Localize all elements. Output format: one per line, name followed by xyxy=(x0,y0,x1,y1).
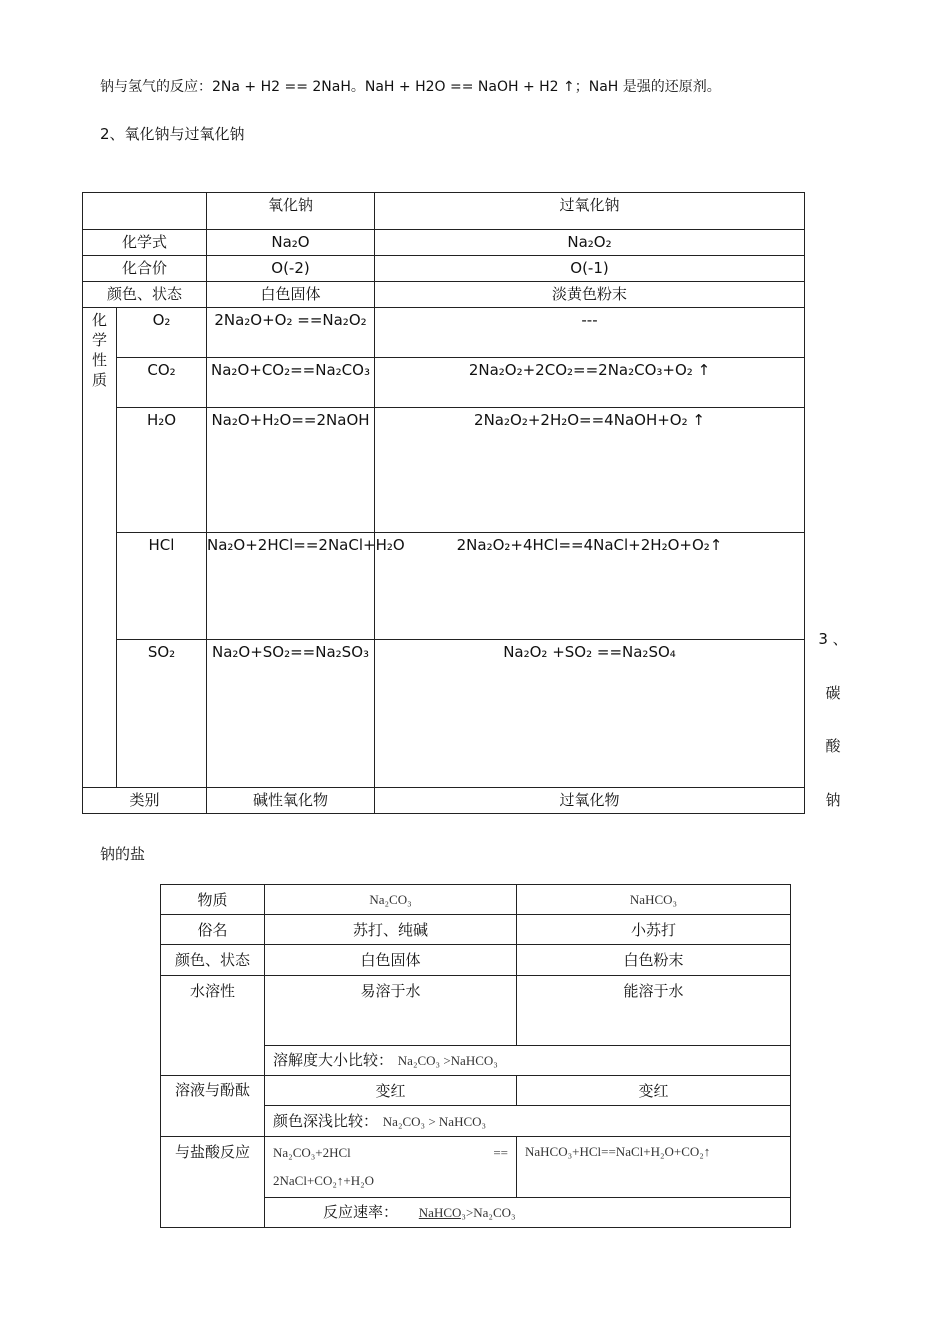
header-na2o: 氧化钠 xyxy=(207,193,375,230)
na2o2-reaction-o2: --- xyxy=(375,308,805,358)
chem-props-label xyxy=(83,308,117,788)
color-compare-value: Na₂CO₃ > NaHCO₃ xyxy=(382,1113,487,1129)
cell-na2o2-valence: O(-1) xyxy=(375,256,805,282)
oxide-comparison-table xyxy=(82,192,805,814)
na2co3-hcl-reactants: Na₂CO₃+2HCl xyxy=(273,1145,351,1160)
reagent-so2: SO₂ xyxy=(117,640,207,788)
table-row xyxy=(83,193,805,230)
reaction-rate-rest: >Na₂CO₃ xyxy=(465,1205,516,1220)
section-3-title-tail: 钠的盐 xyxy=(100,845,146,863)
section-2-title: 2、氧化钠与过氧化钠 xyxy=(100,125,245,143)
row-label-category: 类别 xyxy=(83,788,207,814)
reagent-hcl: HCl xyxy=(117,533,207,640)
row-label-substance: 物质 xyxy=(161,885,265,915)
cell-na2o-formula: Na₂O xyxy=(207,230,375,256)
reagent-co2: CO₂ xyxy=(117,358,207,408)
row-label-phenolphthalein: 溶液与酚酞 xyxy=(161,1076,265,1137)
table-row xyxy=(161,976,791,1046)
na2o2-reaction-co2: 2Na₂O₂+2CO₂==2Na₂CO₃+O₂ ↑ xyxy=(375,358,805,408)
na2o-reaction-h2o: Na₂O+H₂O==2NaOH xyxy=(207,408,375,533)
na2o2-reaction-h2o: 2Na₂O₂+2H₂O==4NaOH+O₂ ↑ xyxy=(375,408,805,533)
cell-na2o2-state: 淡黄色粉末 xyxy=(375,282,805,308)
table-row xyxy=(83,282,805,308)
carbonate-comparison-table xyxy=(160,884,791,1228)
na2co3-hcl-products: 2NaCl+CO₂↑+H₂O xyxy=(273,1173,375,1188)
reaction-rate-fast: NaHCO₃ xyxy=(418,1205,466,1220)
cell-na2co3-phenolphthalein: 变红 xyxy=(265,1076,517,1106)
reaction-rate-label: 反应速率： xyxy=(323,1203,399,1221)
na2o-reaction-so2: Na₂O+SO₂==Na₂SO₃ xyxy=(207,640,375,788)
cell-na2co3-state: 白色固体 xyxy=(265,945,517,976)
na2o-reaction-o2: 2Na₂O+O₂ ==Na₂O₂ xyxy=(207,308,375,358)
cell-nahco3-solubility: 能溶于水 xyxy=(517,976,791,1046)
reagent-h2o: H₂O xyxy=(117,408,207,533)
table-row xyxy=(161,915,791,945)
chem-props-char: 学 xyxy=(91,331,107,349)
na2co3-hcl-line1 xyxy=(273,1139,508,1167)
row-label-state: 颜色、状态 xyxy=(83,282,207,308)
na2o2-reaction-so2: Na₂O₂ +SO₂ ==Na₂SO₄ xyxy=(375,640,805,788)
table-row xyxy=(83,358,805,408)
table-row xyxy=(161,945,791,976)
cell-na2co3-common-name: 苏打、纯碱 xyxy=(265,915,517,945)
cell-nahco3-phenolphthalein: 变红 xyxy=(517,1076,791,1106)
na2co3-hcl-equals: == xyxy=(493,1145,508,1160)
row-label-valence: 化合价 xyxy=(83,256,207,282)
table-row xyxy=(83,408,805,533)
reaction-rate xyxy=(265,1198,791,1228)
solubility-compare-label: 溶解度大小比较： xyxy=(273,1051,394,1069)
table-row xyxy=(83,230,805,256)
empty-corner-cell xyxy=(83,193,207,230)
section-3-char: 碳 xyxy=(825,684,841,702)
row-label-state: 颜色、状态 xyxy=(161,945,265,976)
na2o-reaction-co2: Na₂O+CO₂==Na₂CO₃ xyxy=(207,358,375,408)
cell-na2o-category: 碱性氧化物 xyxy=(207,788,375,814)
cell-na2co3-name: Na₂CO₃ xyxy=(265,885,517,915)
table-row xyxy=(83,256,805,282)
section-3-number: 3 、 xyxy=(818,630,848,648)
cell-na2o2-category: 过氧化物 xyxy=(375,788,805,814)
table-row xyxy=(161,1137,791,1198)
table-row xyxy=(83,308,805,358)
chem-props-char: 质 xyxy=(91,371,107,389)
cell-na2o-state: 白色固体 xyxy=(207,282,375,308)
color-compare-label: 颜色深浅比较： xyxy=(273,1111,379,1130)
table-row xyxy=(83,640,805,788)
chem-props-char: 性 xyxy=(91,351,107,369)
table-row xyxy=(83,788,805,814)
section-3-char: 酸 xyxy=(825,737,841,755)
cell-na2co3-solubility: 易溶于水 xyxy=(265,976,517,1046)
section-3-char: 钠 xyxy=(825,791,841,809)
table-row xyxy=(83,533,805,640)
solubility-compare xyxy=(265,1046,791,1076)
cell-nahco3-name: NaHCO₃ xyxy=(517,885,791,915)
row-label-formula: 化学式 xyxy=(83,230,207,256)
reagent-o2: O₂ xyxy=(117,308,207,358)
row-label-solubility: 水溶性 xyxy=(161,976,265,1076)
cell-nahco3-common-name: 小苏打 xyxy=(517,915,791,945)
na2o2-reaction-hcl: 2Na₂O₂+4HCl==4NaCl+2H₂O+O₂↑ xyxy=(375,533,805,640)
cell-nahco3-hcl: NaHCO₃+HCl==NaCl+H₂O+CO₂↑ xyxy=(517,1137,791,1198)
row-label-hcl: 与盐酸反应 xyxy=(161,1137,265,1228)
cell-nahco3-state: 白色粉末 xyxy=(517,945,791,976)
row-label-common-name: 俗名 xyxy=(161,915,265,945)
header-na2o2: 过氧化钠 xyxy=(375,193,805,230)
color-compare xyxy=(265,1106,791,1137)
cell-na2o2-formula: Na₂O₂ xyxy=(375,230,805,256)
chem-props-char: 化 xyxy=(91,311,107,329)
cell-na2o-valence: O(-2) xyxy=(207,256,375,282)
table-row xyxy=(161,885,791,915)
table-row xyxy=(161,1076,791,1106)
cell-na2co3-hcl xyxy=(265,1137,517,1198)
intro-line: 钠与氢气的反应：2Na + H2 == 2NaH。NaH + H2O == NaOH + H2 ↑；NaH 是强的还原剂。 xyxy=(100,79,721,95)
solubility-compare-value: Na₂CO₃ >NaHCO₃ xyxy=(397,1053,498,1068)
na2o-reaction-hcl: Na₂O+2HCl==2NaCl+H₂O xyxy=(207,533,375,640)
